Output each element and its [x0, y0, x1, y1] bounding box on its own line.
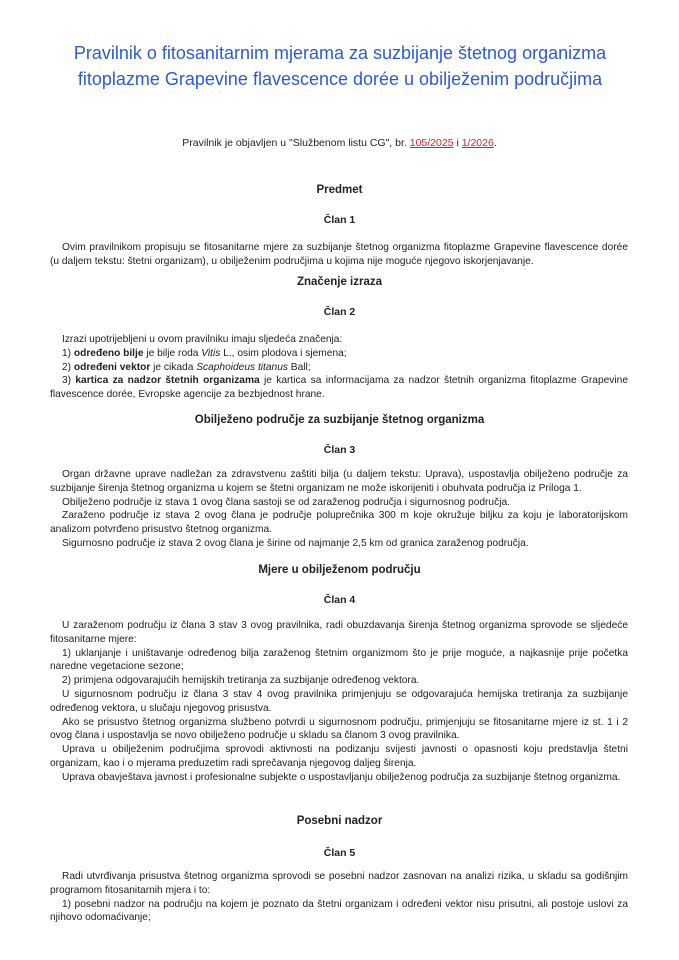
item-text: je bilje roda	[143, 347, 202, 359]
definition-item-2	[50, 361, 628, 375]
item-text: je kartica sa informacijama za nadzor štetnih organizma fitoplazme Grapevine flavescence dorée, Evropske agencije za bezbjednost hrane.	[50, 375, 628, 401]
section-heading-znacenje-izraza: Značenje izraza	[296, 276, 382, 288]
paragraph: Uprava obavještava javnost i profesionalne subjekte o uspostavljanju obilježenog područja za suzbijanje štetnog organizma.	[62, 771, 621, 783]
paragraph: Izrazi upotrijebljeni u ovom pravilniku imaju sljedeća značenja:	[62, 334, 343, 345]
item-number: 3)	[62, 375, 76, 387]
article-4-label: Član 4	[323, 594, 356, 606]
paragraph: Ovim pravilnikom propisuju se fitosanitarne mjere za suzbijanje štetnog organizma fitoplazme Grapevine flavescence dorée (u daljem tekstu: štetni organizam), u obilježenim područjima u kojima nije moguće njegovo iskorjenjavanje.	[50, 242, 628, 267]
section-heading-obiljezeno-podrucje: Obilježeno područje za suzbijanje štetnog organizma	[194, 414, 485, 426]
paragraph: Radi utvrđivanja prisustva štetnog organizma sprovodi se posebni nadzor zasnovan na analizi rizika, u skladu sa godišnjim programom fitosanitarnih mjera i to:	[50, 871, 628, 896]
item-text: je cikada	[150, 361, 197, 373]
publication-middle: i	[453, 137, 462, 149]
publication-suffix: .	[493, 137, 497, 149]
article-2-text	[50, 333, 628, 402]
gazette-link-1[interactable]: 105/2025	[409, 137, 454, 149]
paragraph: Sigurnosno područje iz stava 2 ovog člana je širine od najmanje 2,5 km od granica zaraženog područja.	[62, 537, 529, 549]
publication-note	[0, 137, 679, 149]
defined-term: kartica za nadzor štetnih organizama	[75, 375, 260, 387]
paragraph: Organ državne uprave nadležan za zdravstvenu zaštiti bilja (u daljem tekstu: Uprava), uspostavlja obilježeno područje za suzbijanje širenja štetnog organizma u kojem se štetni organizam ne može iskorijeniti i obuhvata područja iz Priloga 1.	[50, 469, 628, 494]
document-title	[40, 40, 640, 92]
paragraph: U zaraženom području iz člana 3 stav 3 ovog pravilnika, radi obuzdavanja širenja štetnog organizma sprovode se sljedeće fitosanitarne mjere:	[50, 620, 628, 645]
article-2-label: Član 2	[323, 306, 356, 318]
title-line-1: Pravilnik o fitosanitarnim mjerama za suzbijanje štetnog organizma	[73, 43, 607, 63]
latin-name: Scaphoideus titanus	[196, 361, 288, 373]
publication-prefix: Pravilnik je objavljen u "Službenom listu CG", br.	[182, 137, 410, 149]
article-4-text	[50, 619, 628, 785]
paragraph: U sigurnosnom području iz člana 3 stav 4 ovog pravilnika primjenjuju se odgovarajuća hemijska tretiranja za suzbijanje određenog vektora, u slučaju njegovog prisustva.	[50, 688, 628, 714]
item-text: Ball;	[287, 361, 311, 373]
article-5-label: Član 5	[323, 847, 356, 859]
defined-term: određeni vektor	[73, 361, 151, 373]
paragraph: Ako se prisustvo štetnog organizma službeno potvrdi u sigurnosnom području, primjenjuju se fitosanitarne mjere iz st. 1 i 2 ovog člana i uspostavlja se novo obilježeno područje u skladu sa članom 3 ovog pravilnika.	[50, 716, 628, 742]
paragraph: 1) posebni nadzor na području na kojem je poznato da štetni organizam i određeni vektor nisu prisutni, ali postoje uslovi za njihovo odomaćivanje;	[50, 898, 628, 924]
paragraph: 2) primjena odgovarajućih hemijskih tretiranja za suzbijanje određenog vektora.	[62, 675, 420, 687]
item-number: 2)	[62, 361, 74, 373]
latin-name: Vitis	[201, 347, 221, 359]
article-1-label: Član 1	[323, 214, 356, 226]
section-heading-mjere: Mjere u obilježenom području	[258, 564, 421, 576]
paragraph: 1) uklanjanje i uništavanje određenog bilja zaraženog štetnim organizmom što je prije moguće, a najkasnije prije početka naredne vegetacione sezone;	[50, 647, 628, 673]
section-heading-posebni-nadzor: Posebni nadzor	[296, 815, 383, 827]
definition-item-3	[50, 374, 628, 402]
definition-item-1	[50, 347, 628, 361]
paragraph: Uprava u obilježenim područjima sprovodi aktivnosti na podizanju svijesti javnosti o opasnosti koju predstavlja štetni organizam, kao i o mjerama preduzetim radi sprečavanja njegovog daljeg širenja.	[50, 744, 628, 769]
article-3-text	[50, 468, 628, 551]
article-5-text	[50, 870, 628, 925]
article-1-text	[50, 241, 628, 269]
gazette-link-2[interactable]: 1/2026	[461, 137, 494, 149]
paragraph: Zaraženo područje iz stava 2 ovog člana je područje poluprečnika 300 m koje okružuje biljku za koju je laboratorijskom analizom potvrđeno prisustvo štetnog organizma.	[50, 510, 628, 536]
paragraph: Obilježeno područje iz stava 1 ovog člana sastoji se od zaraženog područja i sigurnosnog područja.	[62, 496, 510, 508]
item-number: 1)	[62, 347, 74, 359]
section-heading-predmet: Predmet	[316, 184, 363, 196]
item-text: L., osim plodova i sjemena;	[220, 347, 347, 359]
defined-term: određeno bilje	[73, 347, 144, 359]
title-line-2: fitoplazme Grapevine flavescence dorée u obilježenim područjima	[77, 69, 603, 89]
article-3-label: Član 3	[323, 444, 356, 456]
